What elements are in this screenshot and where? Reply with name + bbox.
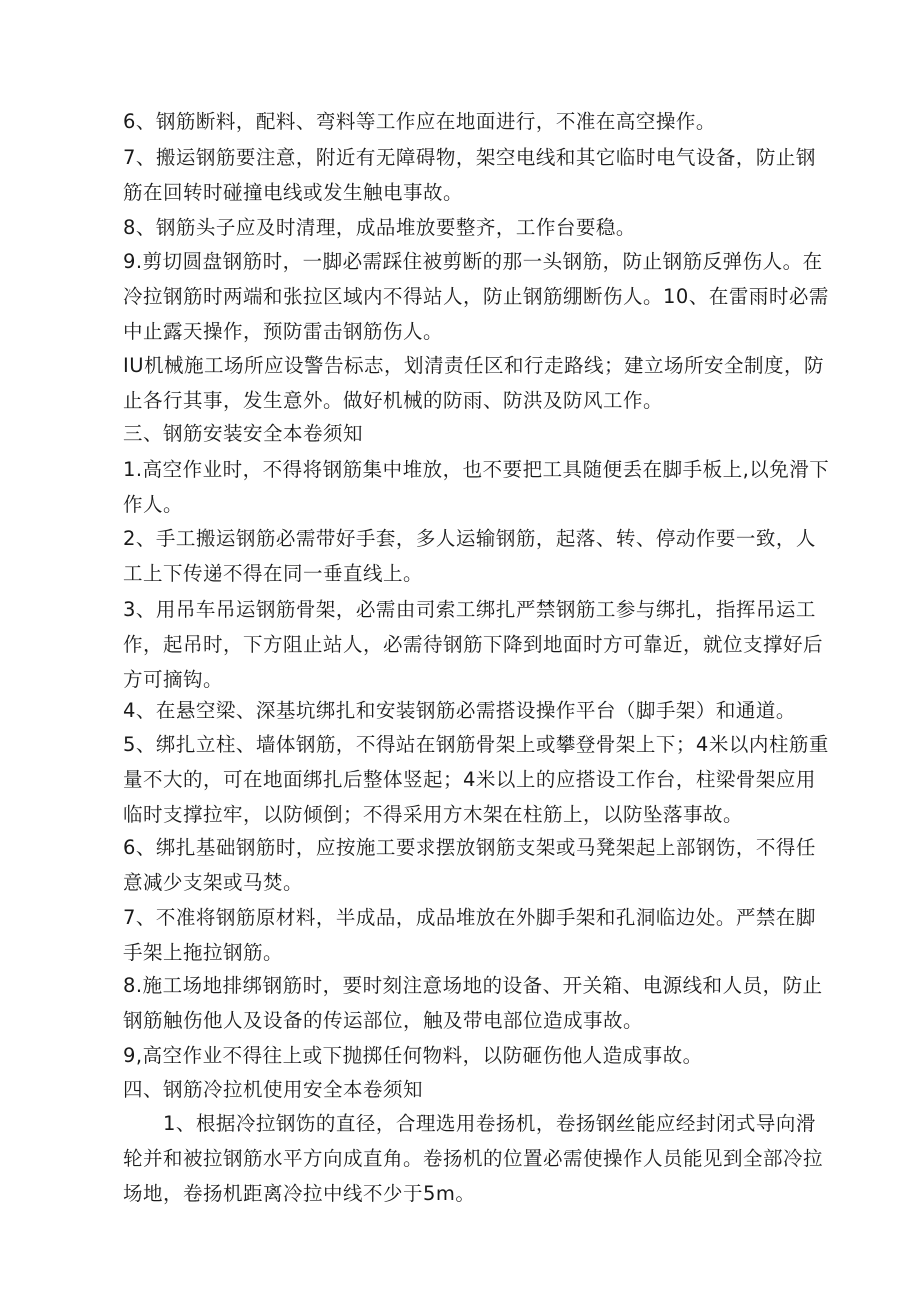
section-heading-4: 四、钢筋冷拉机使用安全本卷须知 bbox=[123, 1078, 424, 1101]
install-item-7: 7、不准将钢筋原材料，半成品，成品堆放在外脚手架和孔洞临边处。严禁在脚手架上拖拉钢筋。 bbox=[123, 906, 816, 964]
install-item-1: 1.高空作业时，不得将钢筋集中堆放，也不要把工具随便丢在脚手板上,以免滑下作人。 bbox=[123, 458, 830, 516]
paragraph-7-transport: 7、搬运钢筋要注意，附近有无障碍物，架空电线和其它临时电气设备，防止钢筋在回转时碰撞电线或发生触电事故。 bbox=[123, 146, 816, 204]
install-item-2: 2、手工搬运钢筋必需带好手套，多人运输钢筋，起落、转、停动作要一致，人工上下传递不得在同一垂直线上。 bbox=[123, 527, 816, 585]
paragraph-6-cutting: 6、钢筋断料，配料、弯料等工作应在地面进行，不准在高空操作。 bbox=[123, 110, 716, 133]
paragraph-8-cleanup: 8、钢筋头子应及时清理，成品堆放要整齐，工作台要稳。 bbox=[123, 216, 636, 239]
paragraph-11-machinery: IU机械施工场所应设警告标志，划清责任区和行走路线；建立场所安全制度，防止各行其事，发生意外。做好机械的防雨、防洪及防风工作。 bbox=[123, 354, 825, 412]
install-item-6: 6、绑扎基础钢筋时，应按施工要求摆放钢筋支架或马凳架起上部钢饬，不得任意减少支架或马焚。 bbox=[123, 836, 816, 894]
install-item-4: 4、在悬空梁、深基坑绑扎和安装钢筋必需搭设操作平台（脚手架）和通道。 bbox=[123, 699, 796, 722]
install-item-8: 8.施工场地排绑钢筋时，要时刻注意场地的设备、开关箱、电源线和人员，防止钢筋触伤他人及设备的传运部位，触及带电部位造成事故。 bbox=[123, 974, 823, 1032]
section-heading-3: 三、钢筋安装安全本卷须知 bbox=[123, 422, 364, 445]
install-item-5: 5、绑扎立柱、墙体钢筋，不得站在钢筋骨架上或攀登骨架上下；4米以内柱筋重量不大的，可在地面绑扎后整体竖起；4米以上的应搭设工作台，柱梁骨架应用临时支撑拉牢，以防倾倒；不得采用方木架在柱筋上，以防坠落事故。 bbox=[123, 733, 829, 826]
coldstretch-item-1: 1、根据冷拉钢饬的直径，合理选用卷扬机，卷扬钢丝能应经封闭式导向滑轮并和被拉钢筋水平方向成直角。卷扬机的位置必需使操作人员能见到全部冷拉场地，卷扬机距离冷拉中线不少于5m。 bbox=[123, 1112, 824, 1205]
install-item-9: 9,高空作业不得往上或下抛掷任何物料，以防砸伤他人造成事故。 bbox=[123, 1044, 703, 1067]
install-item-3: 3、用吊车吊运钢筋骨架，必需由司索工绑扎严禁钢筋工参与绑扎，指挥吊运工作，起吊时，下方阻止站人，必需待钢筋下降到地面时方可靠近，就位支撑好后方可摘钩。 bbox=[123, 598, 824, 691]
paragraph-9-shearing: 9.剪切圆盘钢筋时，一脚必需踩住被剪断的那一头钢筋，防止钢筋反弹伤人。在冷拉钢筋时两端和张拉区域内不得站人，防止钢筋绷断伤人。10、在雷雨时必需中止露天操作，预防雷击钢筋伤人。 bbox=[123, 250, 829, 343]
